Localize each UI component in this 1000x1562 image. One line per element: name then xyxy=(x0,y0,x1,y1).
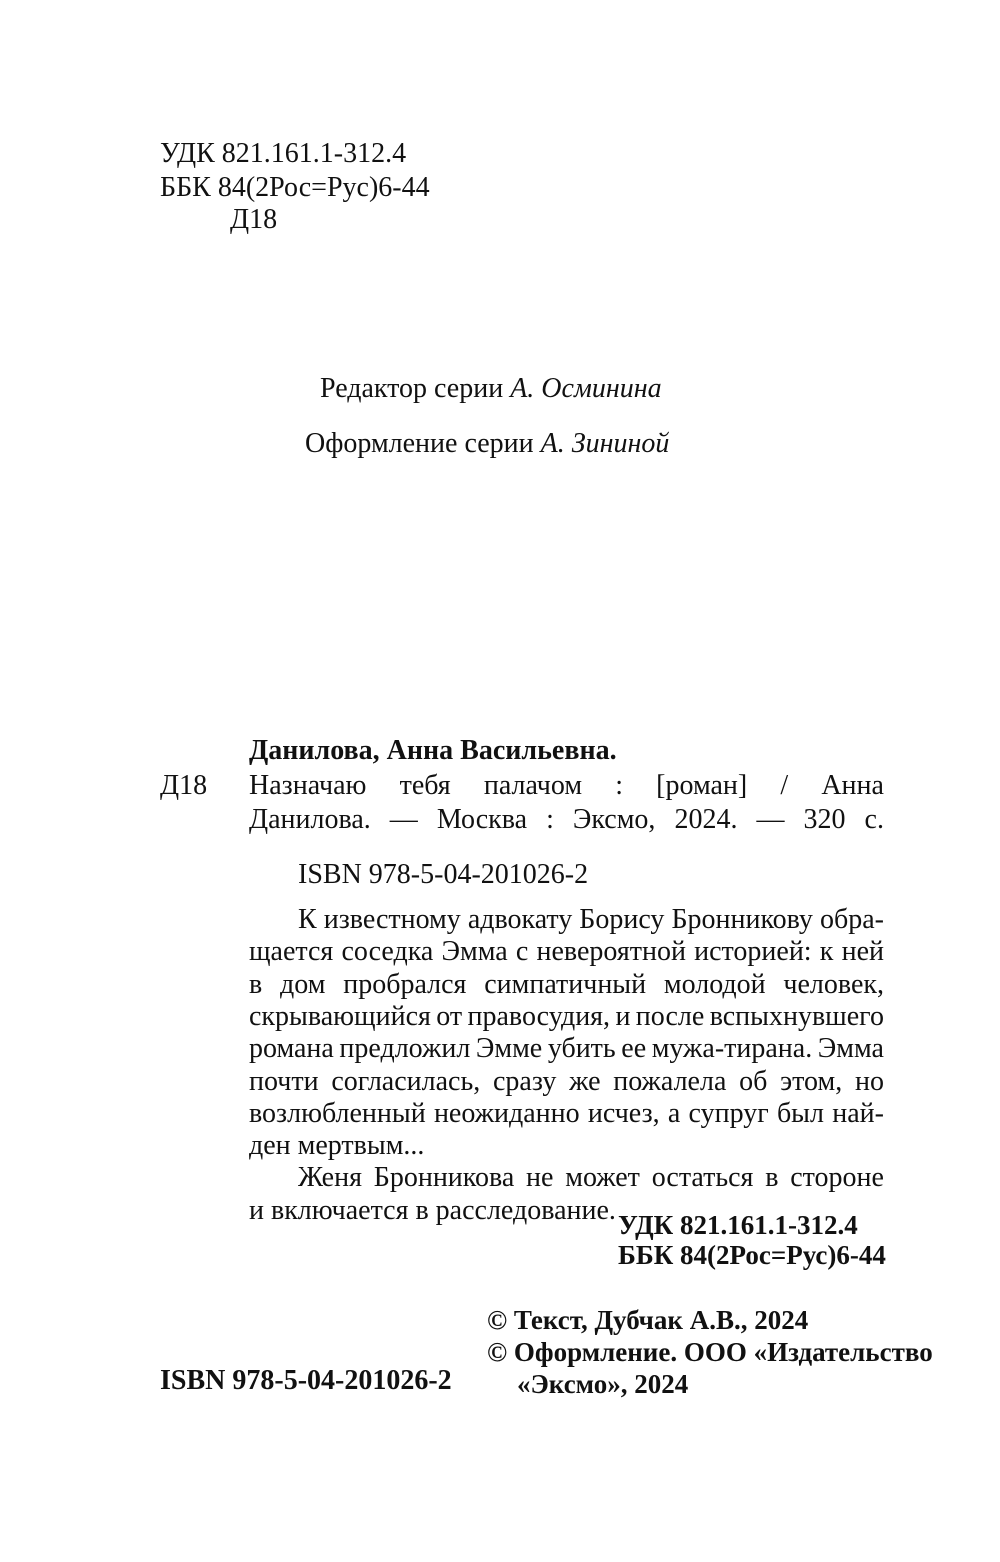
series-editor-credit xyxy=(320,375,662,403)
annotation-word: невероятной xyxy=(536,936,686,968)
bottom-bbk-code: ББК 84(2Рос=Рус)6-44 xyxy=(618,1240,886,1270)
annotation-word: не xyxy=(526,1162,554,1194)
annotation-word: адвокату xyxy=(467,904,573,935)
series-design-credit xyxy=(305,430,669,458)
title-word: Анна xyxy=(821,770,884,801)
annotation-word: но xyxy=(855,1065,884,1097)
annotation-line: ден мертвым... xyxy=(249,1130,425,1162)
copyright-text: © Текст, Дубчак А.В., 2024 xyxy=(487,1305,809,1335)
annotation-word: молодой xyxy=(663,968,766,1000)
title-word: : xyxy=(615,770,623,801)
bib-isbn: ISBN 978-5-04-201026-2 xyxy=(298,859,589,890)
title-word: / xyxy=(780,770,789,801)
annotation-line xyxy=(249,1097,884,1129)
copyright-design-line-1: © Оформление. ООО «Издательство xyxy=(487,1337,933,1367)
title-word: — xyxy=(389,804,418,835)
annotation-word: после xyxy=(635,1000,705,1032)
annotation-word: Борису xyxy=(579,904,665,935)
annotation-word: правосудия, xyxy=(467,1000,611,1032)
annotation-word: ней xyxy=(841,936,884,968)
annotation-line xyxy=(249,1000,884,1032)
annotation-word: обра- xyxy=(819,904,884,935)
annotation-word: был xyxy=(776,1097,824,1129)
bottom-isbn: ISBN 978-5-04-201026-2 xyxy=(160,1365,452,1396)
annotation-word: же xyxy=(569,1065,601,1097)
annotation-word: этом, xyxy=(780,1065,843,1097)
annotation-word: сразу xyxy=(493,1065,557,1097)
annotation-word: предложил xyxy=(339,1033,471,1065)
annotation-word: пожалела xyxy=(613,1065,727,1097)
annotation-word: Эмме xyxy=(475,1033,543,1065)
annotation-line xyxy=(298,906,884,934)
copyright-design-line-2: «Эксмо», 2024 xyxy=(517,1369,689,1399)
title-word: 2024. xyxy=(674,804,738,835)
annotation-word: может xyxy=(565,1162,640,1194)
annotation-word: симпатичный xyxy=(484,968,647,1000)
annotation-word: скрывающийся xyxy=(249,1000,431,1032)
top-author-code: Д18 xyxy=(230,204,278,235)
annotation-word: най- xyxy=(832,1097,884,1129)
title-word: с. xyxy=(864,804,884,835)
series-design-label: Оформление серии xyxy=(305,428,541,459)
annotation-word: дом xyxy=(280,968,326,1000)
annotation-word: Бронникова xyxy=(373,1162,515,1194)
title-word: Москва xyxy=(436,804,528,835)
series-editor-name: А. Осминина xyxy=(510,373,662,404)
annotation-word: почти xyxy=(249,1065,319,1097)
annotation-word: и xyxy=(615,1000,631,1032)
annotation-word: возлюбленный xyxy=(249,1097,426,1129)
annotation-word: щается xyxy=(249,936,334,968)
annotation-word: Женя xyxy=(298,1162,362,1194)
annotation-line xyxy=(249,1035,884,1063)
annotation-word: исчез, xyxy=(587,1097,660,1129)
annotation-word: стороне xyxy=(790,1162,884,1194)
annotation-word: убить xyxy=(547,1033,616,1065)
title-word: : xyxy=(546,804,554,835)
annotation-word: мужа-тирана. xyxy=(651,1033,813,1065)
annotation-word: к xyxy=(819,936,834,968)
title-word: Назначаю xyxy=(249,770,367,801)
annotation-word: Эмма xyxy=(441,936,508,968)
bib-title-line-2 xyxy=(249,806,884,834)
annotation-word: пробрался xyxy=(343,968,467,1000)
annotation-word: в xyxy=(249,968,263,1000)
title-word: Эксмо, xyxy=(572,804,656,835)
annotation-word: ее xyxy=(621,1033,647,1065)
annotation-word: от xyxy=(436,1000,463,1032)
series-design-name: А. Зининой xyxy=(540,428,670,459)
annotation-word: об xyxy=(739,1065,768,1097)
annotation-line xyxy=(249,938,884,966)
bottom-udk-code: УДК 821.161.1-312.4 xyxy=(618,1210,858,1240)
annotation-word: вспыхнувшего xyxy=(709,1000,884,1032)
annotation-line: и включается в расследование. xyxy=(249,1194,616,1226)
annotation-word: человек, xyxy=(783,968,884,1000)
annotation-line xyxy=(249,1065,884,1097)
top-udk-code: УДК 821.161.1-312.4 xyxy=(160,138,407,169)
annotation-word: супруг xyxy=(688,1097,769,1129)
annotation-word: а xyxy=(667,1097,681,1129)
annotation-word: Эмма xyxy=(817,1033,884,1065)
bib-title-line-1 xyxy=(249,772,884,800)
annotation-word: в xyxy=(765,1162,779,1194)
annotation-line xyxy=(298,1164,884,1192)
annotation-word: неожиданно xyxy=(433,1097,580,1129)
annotation-word: романа xyxy=(249,1033,334,1065)
annotation-word: К xyxy=(298,904,317,935)
annotation-line xyxy=(249,968,884,1000)
annotation-word: с xyxy=(515,936,529,968)
title-word: палачом xyxy=(483,770,583,801)
bib-author-code: Д18 xyxy=(160,770,208,801)
top-bbk-code: ББК 84(2Рос=Рус)6-44 xyxy=(160,172,430,203)
series-editor-label: Редактор серии xyxy=(320,373,511,404)
title-word: 320 xyxy=(803,804,846,835)
annotation-word: остаться xyxy=(651,1162,754,1194)
annotation-word: историей: xyxy=(694,936,812,968)
title-word: тебя xyxy=(399,770,451,801)
title-word: — xyxy=(756,804,785,835)
bib-author-heading: Данилова, Анна Васильевна. xyxy=(249,735,617,766)
annotation-word: согласилась, xyxy=(331,1065,481,1097)
title-word: Данилова. xyxy=(249,804,371,835)
annotation-word: соседка xyxy=(341,936,434,968)
annotation-word: Бронникову xyxy=(671,904,813,935)
title-word: [роман] xyxy=(656,770,748,801)
annotation-word: известному xyxy=(323,904,461,935)
